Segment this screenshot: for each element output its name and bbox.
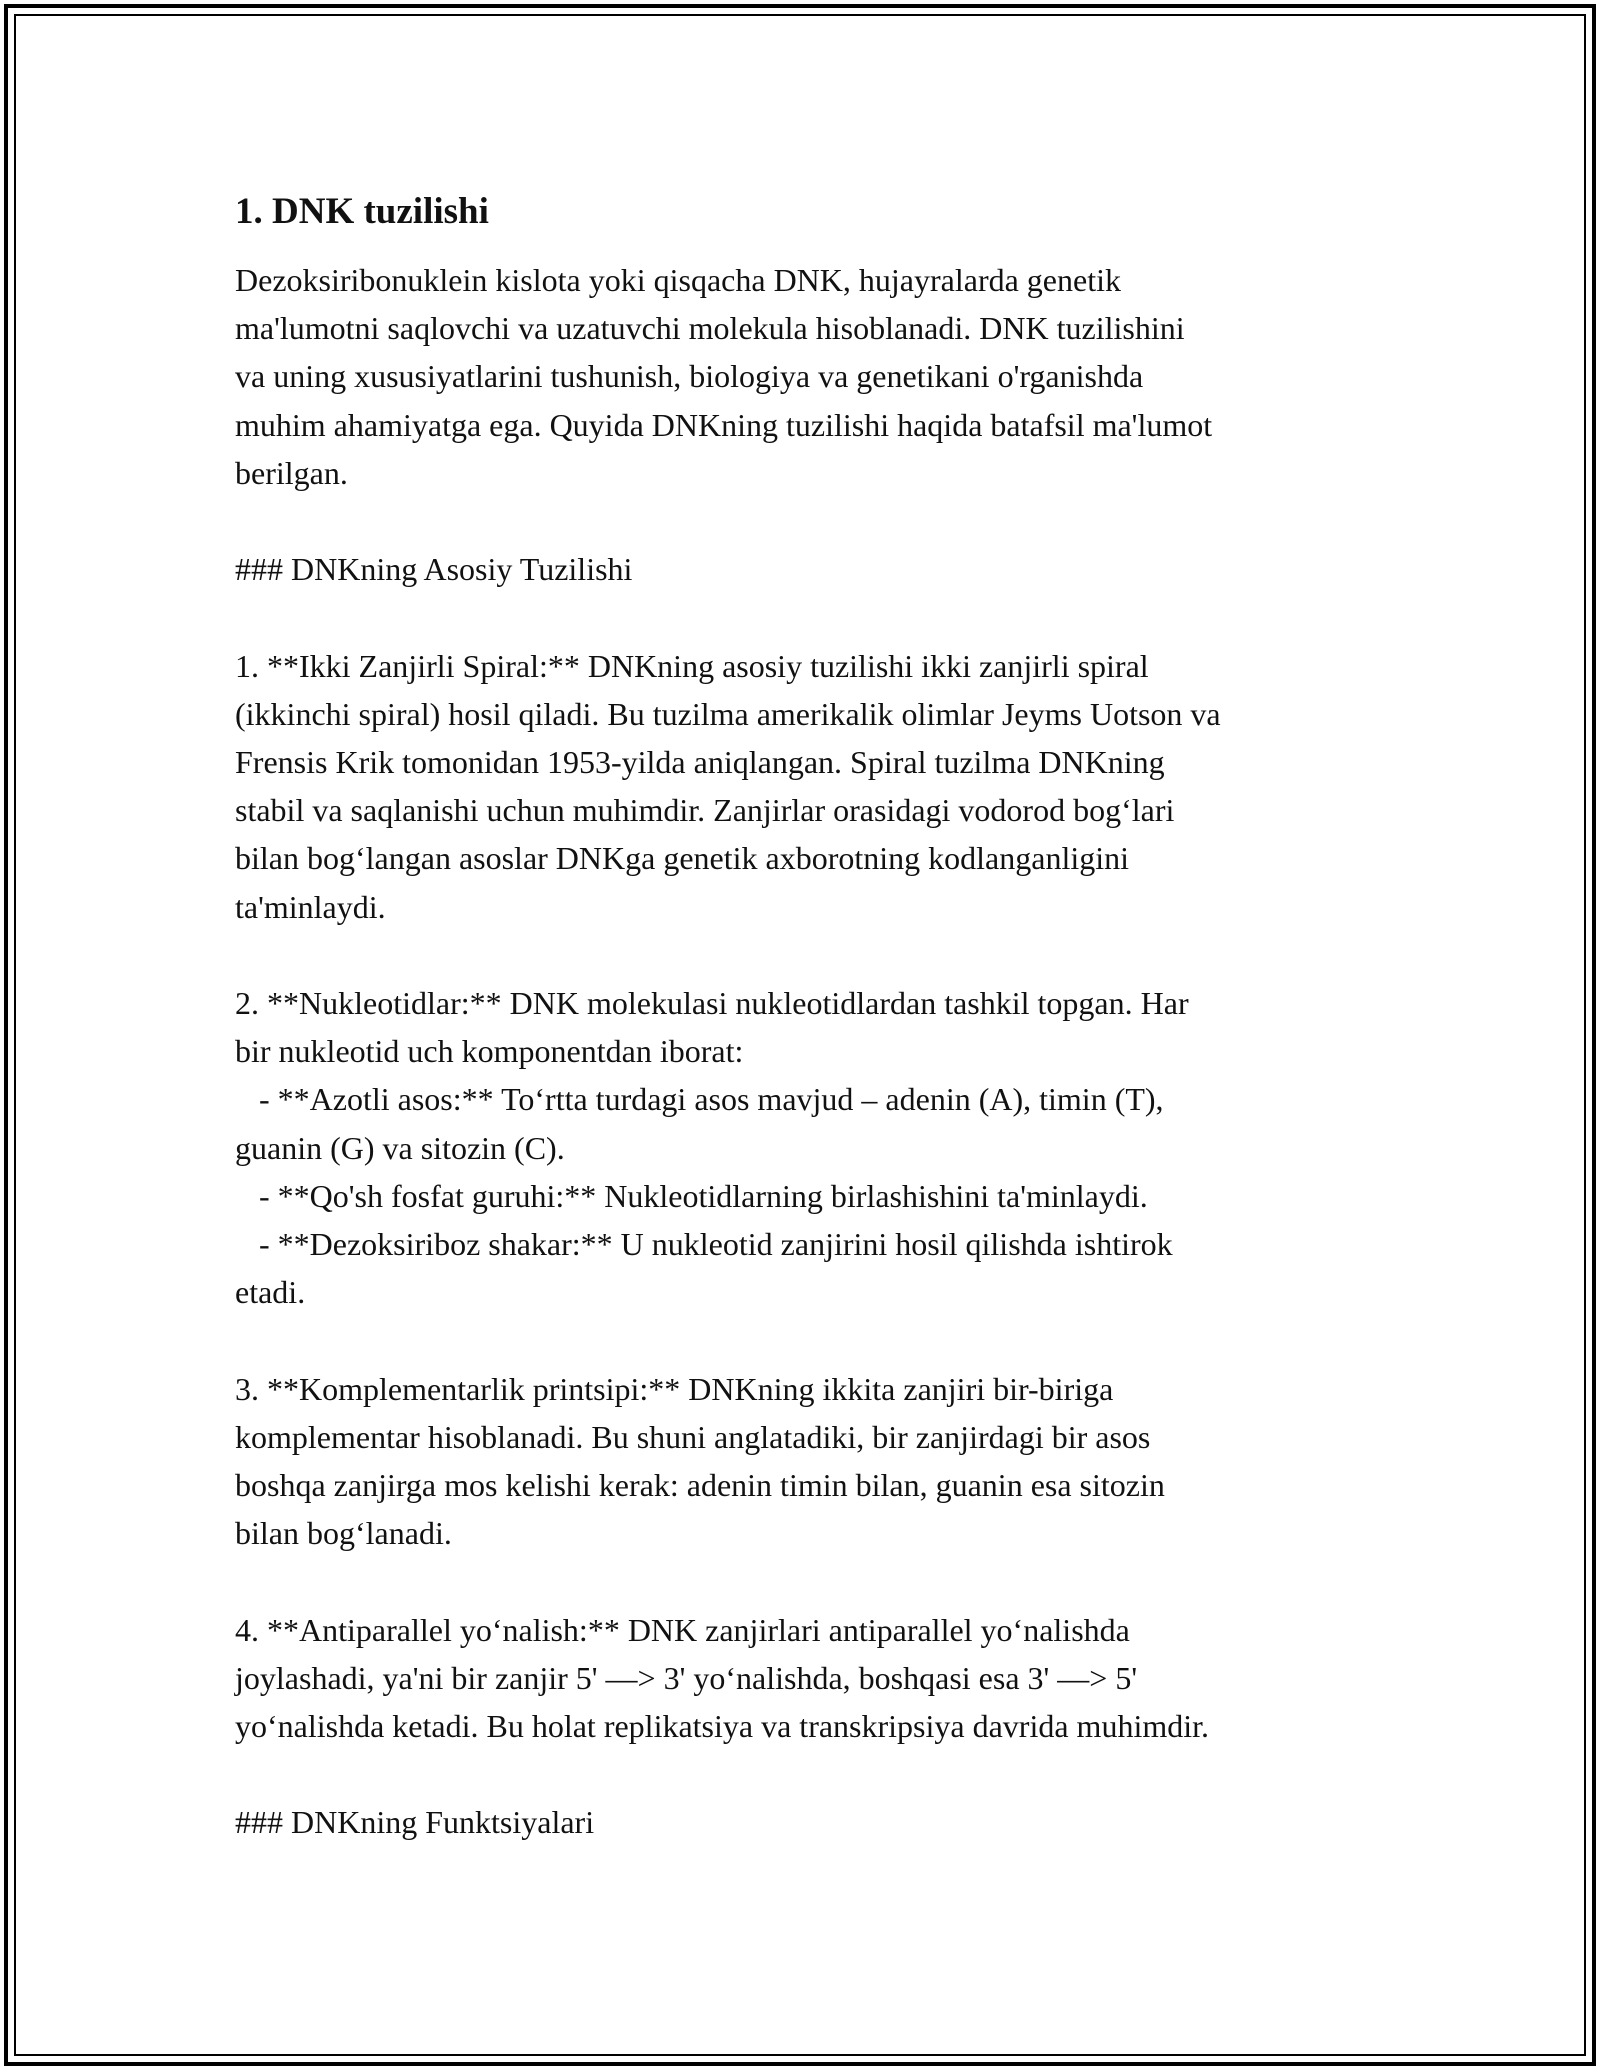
text-line: komplementar hisoblanadi. Bu shuni anglatadiki, bir zanjirdagi bir asos xyxy=(235,1418,1151,1455)
document-body xyxy=(235,188,1385,1847)
text-line: - **Dezoksiriboz shakar:** U nukleotid zanjirini hosil qilishda ishtirok xyxy=(235,1226,1173,1263)
text-line: bilan bog‘langan asoslar DNKga genetik axborotning kodlanganligini xyxy=(235,840,1130,877)
text-line: bir nukleotid uch komponentdan iborat: xyxy=(235,1033,744,1070)
blank-line xyxy=(235,1557,1385,1605)
text-line: 4. **Antiparallel yo‘nalish:** DNK zanjirlari antiparallel yo‘nalishda xyxy=(235,1611,1130,1648)
text-line: 2. **Nukleotidlar:** DNK molekulasi nukleotidlardan tashkil topgan. Har xyxy=(235,985,1189,1021)
section-heading: ### DNKning Asosiy Tuzilishi xyxy=(235,551,633,588)
text-line: Dezoksiribonuklein kislota yoki qisqacha DNK, hujayralarda genetik xyxy=(235,262,1121,298)
text-line: boshqa zanjirga mos kelishi kerak: adenin timin bilan, guanin esa sitozin xyxy=(235,1467,1165,1504)
document-title: 1. DNK tuzilishi xyxy=(235,191,489,232)
blank-line xyxy=(235,497,1385,545)
text-line: - **Qo'sh fosfat guruhi:** Nukleotidlarning birlashishini ta'minlaydi. xyxy=(235,1177,1148,1214)
text-line: ma'lumotni saqlovchi va uzatuvchi molekula hisoblanadi. DNK tuzilishini xyxy=(235,310,1185,347)
blank-line xyxy=(235,1316,1385,1364)
text-line: (ikkinchi spiral) hosil qiladi. Bu tuzilma amerikalik olimlar Jeyms Uotson va xyxy=(235,695,1221,732)
text-line: va uning xususiyatlarini tushunish, biologiya va genetikani o'rganishda xyxy=(235,358,1144,395)
document-text xyxy=(235,256,1385,1847)
blank-line xyxy=(235,931,1385,979)
text-line: bilan bog‘lanadi. xyxy=(235,1515,452,1552)
text-line: joylashadi, ya'ni bir zanjir 5' —> 3' yo‘nalishda, boshqasi esa 3' —> 5' xyxy=(235,1659,1138,1696)
text-line: yo‘nalishda ketadi. Bu holat replikatsiya va transkripsiya davrida muhimdir. xyxy=(235,1708,1209,1745)
text-line: stabil va saqlanishi uchun muhimdir. Zanjirlar orasidagi vodorod bog‘lari xyxy=(235,792,1175,829)
section-heading: ### DNKning Funktsiyalari xyxy=(235,1804,595,1841)
text-line: 1. **Ikki Zanjirli Spiral:** DNKning asosiy tuzilishi ikki zanjirli spiral xyxy=(235,647,1149,684)
text-line: 3. **Komplementarlik printsipi:** DNKning ikkita zanjiri bir-biriga xyxy=(235,1370,1114,1407)
text-line: berilgan. xyxy=(235,454,348,491)
blank-line xyxy=(235,1750,1385,1798)
text-line: ta'minlaydi. xyxy=(235,888,386,925)
text-line: Frensis Krik tomonidan 1953-yilda aniqlangan. Spiral tuzilma DNKning xyxy=(235,744,1165,780)
text-line: - **Azotli asos:** To‘rtta turdagi asos mavjud – adenin (A), timin (T), xyxy=(235,1081,1164,1118)
blank-line xyxy=(235,593,1385,641)
text-line: guanin (G) va sitozin (C). xyxy=(235,1129,565,1166)
text-line: etadi. xyxy=(235,1274,306,1311)
text-line: muhim ahamiyatga ega. Quyida DNKning tuzilishi haqida batafsil ma'lumot xyxy=(235,406,1213,443)
